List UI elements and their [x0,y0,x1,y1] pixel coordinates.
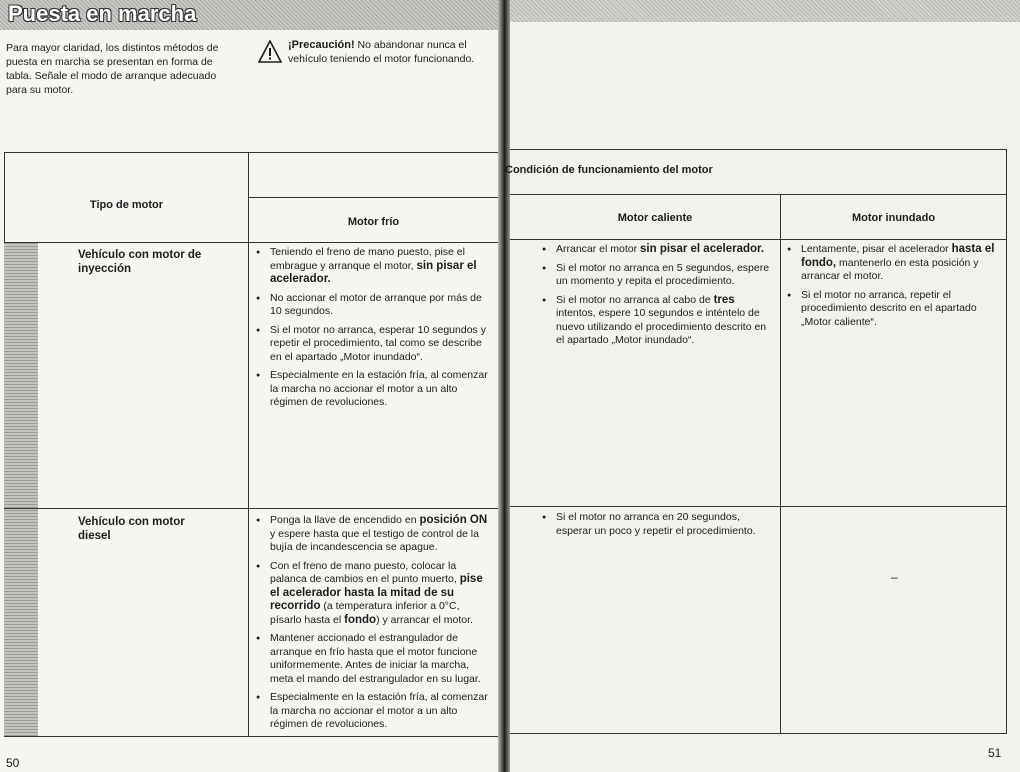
list-item [787,289,1001,330]
item-text: No accionar el motor de arranque por más de 10 segundos. [270,291,482,317]
caution-note [258,38,498,66]
item-text: y espere hasta que el testigo de control de la bujía de incandescencia se apague. [270,527,479,553]
row-label-injection: Vehículo con motor de inyección [78,249,202,275]
cell-diesel-flooded: – [891,570,898,584]
emphasis-text: tres [713,293,735,306]
warning-icon [258,40,282,64]
list-item [256,369,490,410]
item-text: Si el motor no arranca, repetir el procedimiento descrito en el apartado „Motor caliente“. [801,288,977,328]
cell-injection-flooded [787,243,1001,334]
subheader-line-right [510,194,1007,195]
emphasis-text: sin pisar el acelerador. [640,243,765,255]
page-number-right: 51 [988,746,1002,760]
list-item [787,243,1001,284]
item-text: ) y arrancar el motor. [376,613,473,626]
emphasis-text: hasta el fondo, [801,243,995,269]
emphasis-text: pise el acelerador hasta la mitad de su recorrido [270,573,483,612]
list-item [256,246,490,287]
table-col1-divider [248,152,249,737]
item-text: Ponga la llave de encendido en [270,514,420,526]
title-bar [0,0,498,30]
row-stripe-diesel [4,509,38,736]
right-page [505,0,1020,772]
header-bottom-line-right [510,239,1007,240]
header-flooded-engine: Motor inundado [851,212,936,224]
table-col3-divider [780,195,781,733]
item-text: intentos, espere 10 segundos e inténtelo de nuevo utilizando el procedimiento descrito en el apartado „Motor inundado“. [556,307,767,346]
header-cold-engine: Motor frío [347,216,400,228]
list-item [542,294,774,348]
item-text: Lentamente, pisar el acelerador [801,243,952,255]
emphasis-text: posición ON [419,514,488,526]
item-text: mantenerlo en esta posición y arrancar el motor. [801,256,979,282]
list-item [256,292,490,319]
subheader-line-left [249,197,498,198]
header-hot-engine: Motor caliente [617,212,693,224]
list-item [256,691,490,732]
item-text: Mantener accionado el estrangulador de arranque en frío hasta que el motor funcione uniformemente. Antes de iniciar la marcha, meta el mando del estrangulador en su lugar. [270,632,481,685]
list-item [256,324,490,365]
row-stripe-injection [4,243,38,508]
row-divider-right [510,506,1007,507]
list-item [256,514,490,555]
table-right-border [1006,149,1007,733]
table-top-border-left [4,152,498,153]
table-top-border-right [510,149,1007,150]
header-bottom-line-left [4,242,498,243]
row-label-diesel: Vehículo con motor diesel [78,516,185,542]
list-item [542,262,774,289]
emphasis-text: fondo [344,613,377,626]
item-text: Con el freno de mano puesto, colocar la palanca de cambios en el punto muerto, [270,559,460,585]
item-text: Especialmente en la estación fría, al comenzar la marcha no accionar el motor a un alto régimen de revoluciones. [270,369,488,408]
item-text: Arrancar el motor [556,243,641,255]
cell-diesel-hot [542,511,774,543]
item-text: (a temperatura inferior a 0°C, písarlo hasta el [270,600,460,626]
page-title: Puesta en marcha [8,1,197,26]
intro-paragraph: Para mayor claridad, los distintos métodos de puesta en marcha se presentan en forma de tabla. Señale el modo de arranque adecuado para su motor. [6,42,219,96]
header-engine-type: Tipo de motor [89,199,164,211]
list-item [542,511,774,538]
page-number-left: 50 [6,756,20,770]
title-bar-right [510,0,1020,22]
list-item [256,632,490,686]
cell-injection-hot [542,243,774,353]
emphasis-text: sin pisar el acelerador. [270,259,477,285]
item-text: Teniendo el freno de mano puesto, pise el embrague y arranque el motor, [270,246,465,272]
row-divider-left [4,508,498,509]
book-spine [498,0,510,772]
item-text: Si el motor no arranca en 5 segundos, espere un momento y repita el procedimiento. [556,261,770,287]
header-operating-condition: Condición de funcionamiento del motor [505,164,713,176]
caution-body: No abandonar nunca el vehículo teniendo el motor funcionando. [288,39,475,65]
cell-injection-cold [256,246,490,415]
cell-diesel-cold [256,514,490,737]
caution-label: ¡Precaución! [288,39,355,51]
item-text: Si el motor no arranca en 20 segundos, esperar un poco y repetir el procedimiento. [556,511,756,537]
item-text: Si el motor no arranca, esperar 10 segundos y repetir el procedimiento, tal como se describe en el apartado „Motor inundado“. [270,323,486,363]
item-text: Especialmente en la estación fría, al comenzar la marcha no accionar el motor a un alto régimen de revoluciones. [270,691,488,730]
list-item [542,243,774,257]
list-item [256,560,490,628]
item-text: Si el motor no arranca al cabo de [556,293,714,306]
caution-text [288,38,498,66]
table-bottom-right [510,733,1007,734]
